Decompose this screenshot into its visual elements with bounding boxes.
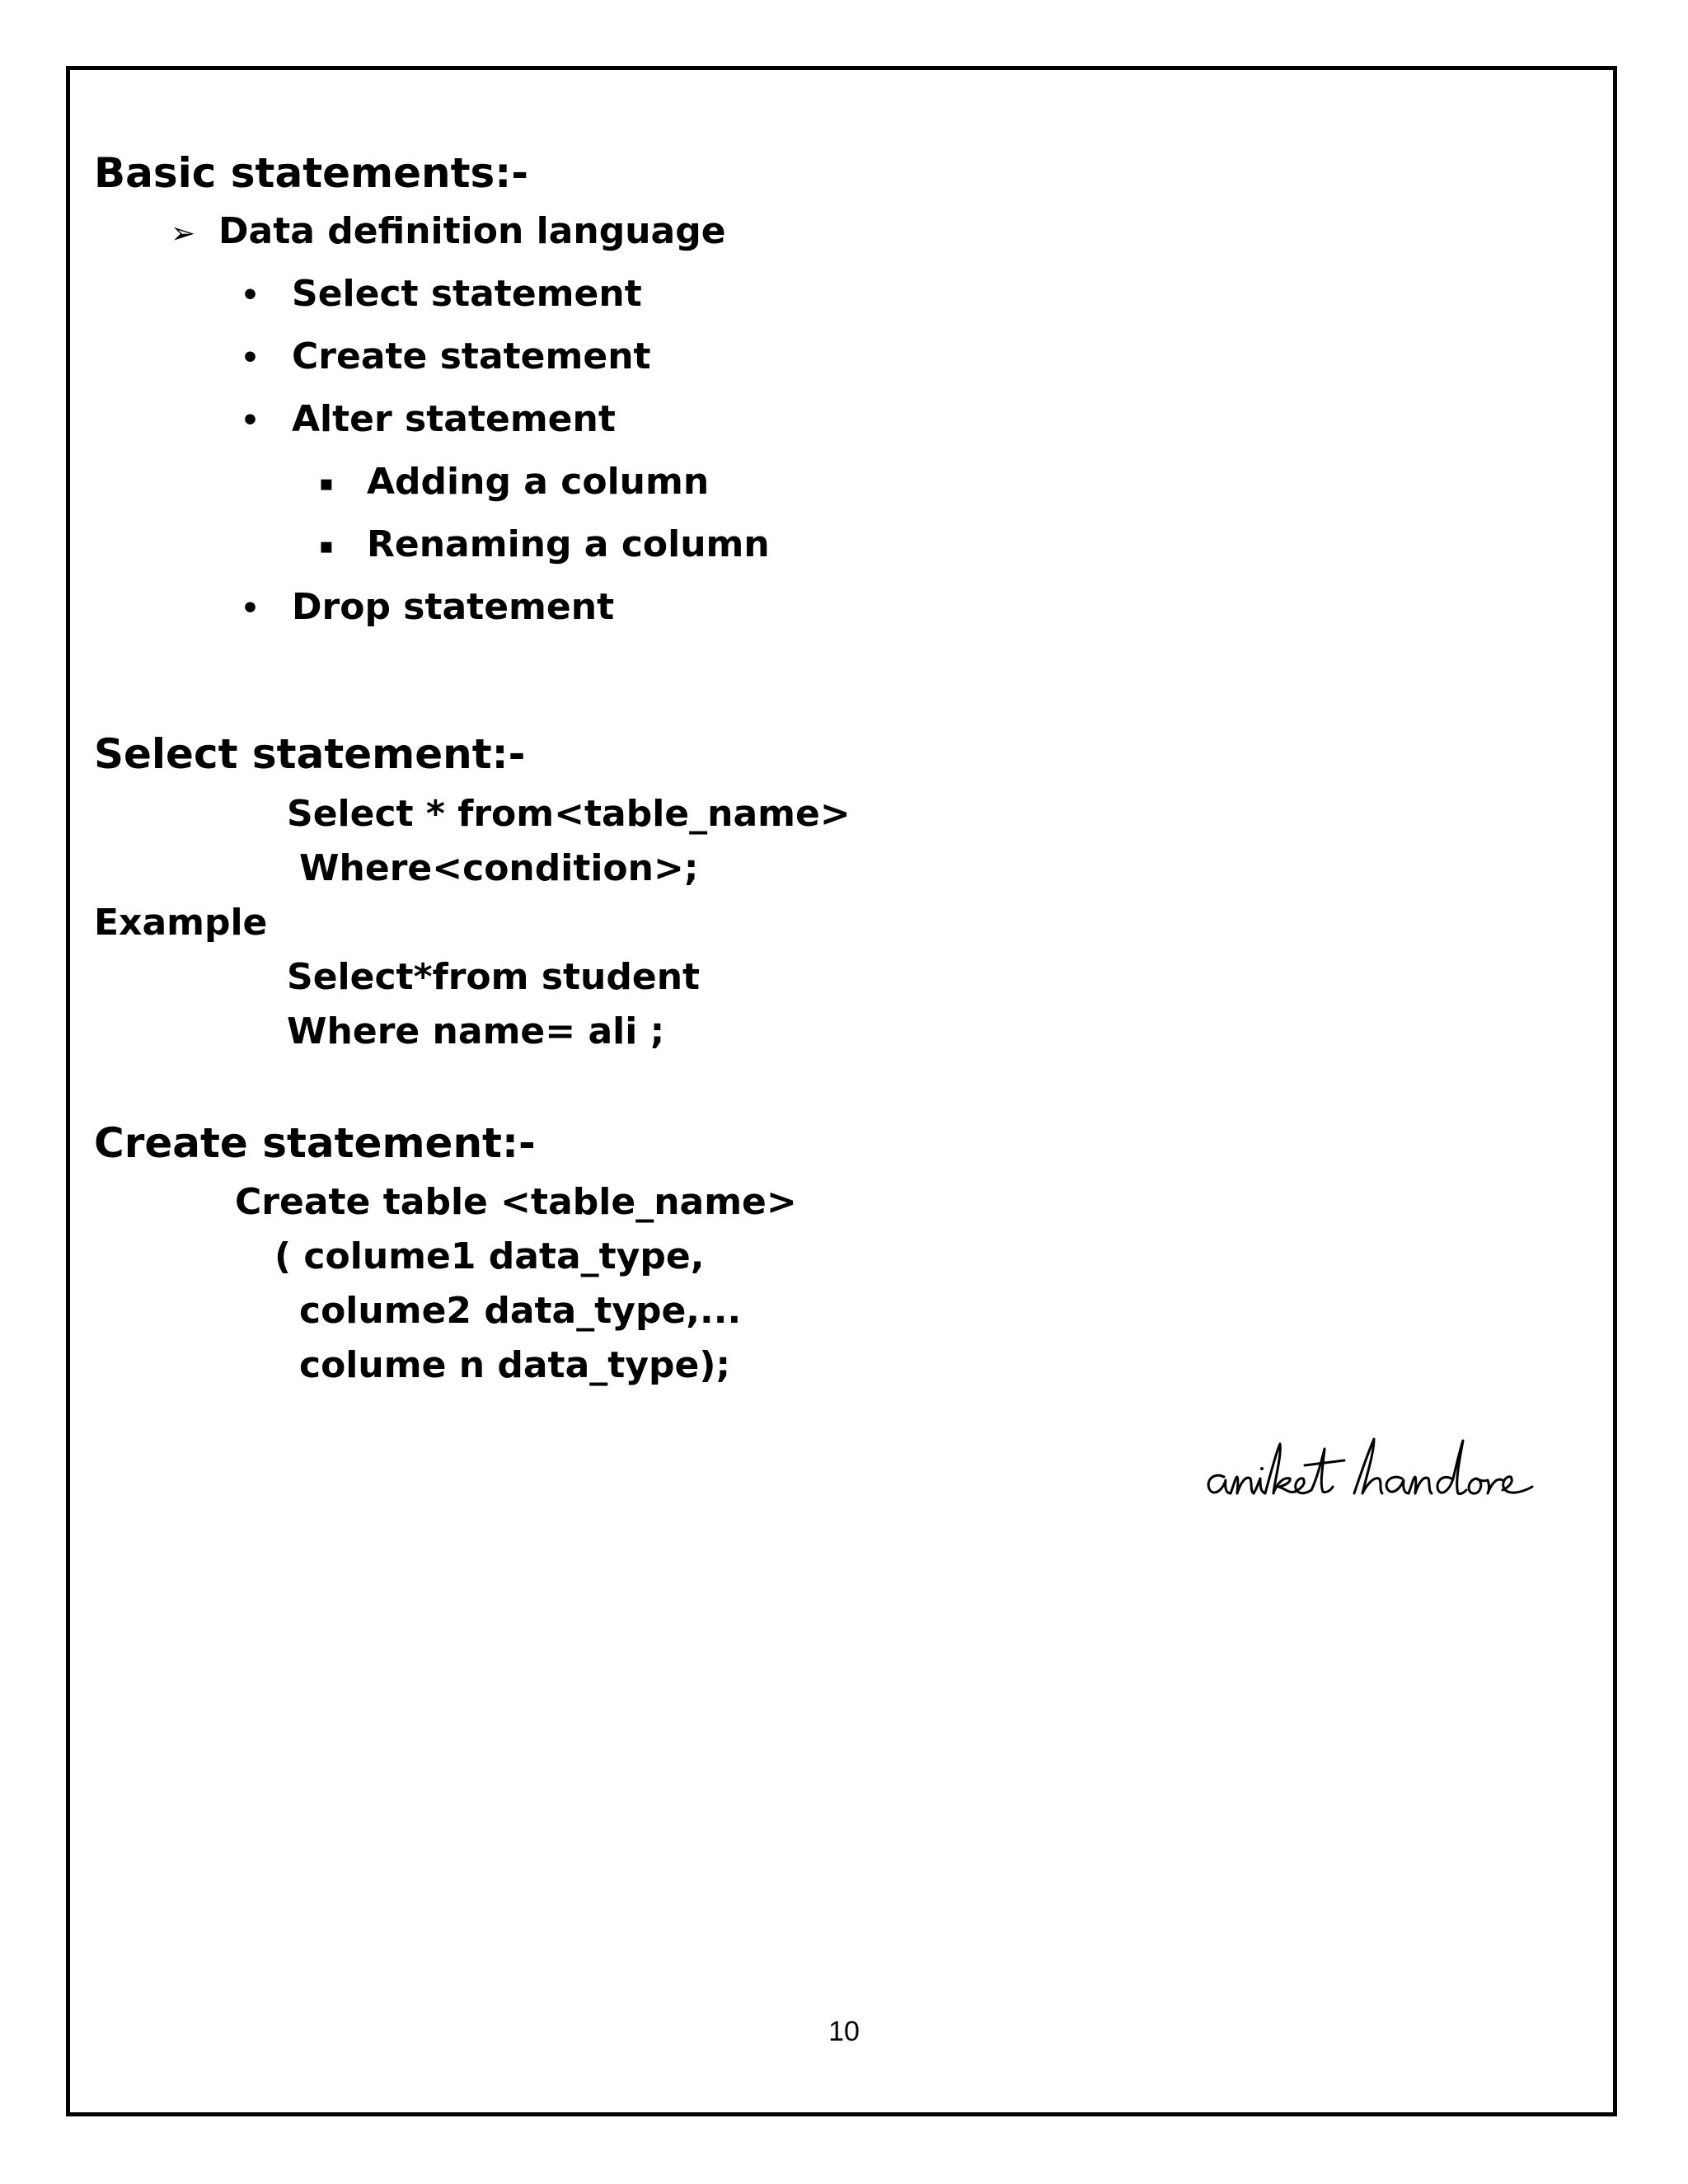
dot-bullet-icon: • bbox=[241, 279, 260, 312]
sub-item-renaming-column: Renaming a column bbox=[367, 523, 770, 565]
page-number: 10 bbox=[828, 2016, 860, 2047]
signature bbox=[1199, 1426, 1545, 1516]
ddl-subheading: Data definition language bbox=[218, 210, 726, 252]
select-statement-heading: Select statement:- bbox=[94, 730, 526, 778]
list-item-alter: Alter statement bbox=[292, 398, 616, 440]
list-item-create: Create statement bbox=[292, 335, 651, 377]
example-label: Example bbox=[94, 902, 268, 944]
dot-bullet-icon: • bbox=[241, 404, 260, 438]
select-syntax-line-1: Select * from<table_name> bbox=[287, 793, 851, 835]
select-example-line-1: Select*from student bbox=[287, 956, 701, 998]
create-syntax-line-1: Create table <table_name> bbox=[235, 1181, 797, 1223]
create-syntax-line-4: colume n data_type); bbox=[299, 1344, 731, 1386]
list-item-select: Select statement bbox=[292, 273, 642, 315]
list-item-drop: Drop statement bbox=[292, 586, 615, 628]
dot-bullet-icon: • bbox=[241, 341, 260, 375]
create-statement-heading: Create statement:- bbox=[94, 1119, 536, 1167]
arrow-bullet-icon: ➢ bbox=[171, 217, 196, 251]
dot-bullet-icon: • bbox=[241, 592, 260, 626]
square-bullet-icon: ▪ bbox=[319, 534, 334, 559]
select-syntax-line-2: Where<condition>; bbox=[299, 847, 699, 889]
square-bullet-icon: ▪ bbox=[319, 471, 334, 496]
select-example-line-2: Where name= ali ; bbox=[287, 1010, 665, 1052]
sub-item-adding-column: Adding a column bbox=[367, 461, 710, 503]
create-syntax-line-3: colume2 data_type,... bbox=[299, 1290, 742, 1332]
create-syntax-line-2: ( colume1 data_type, bbox=[274, 1235, 705, 1277]
basic-statements-heading: Basic statements:- bbox=[94, 149, 529, 197]
